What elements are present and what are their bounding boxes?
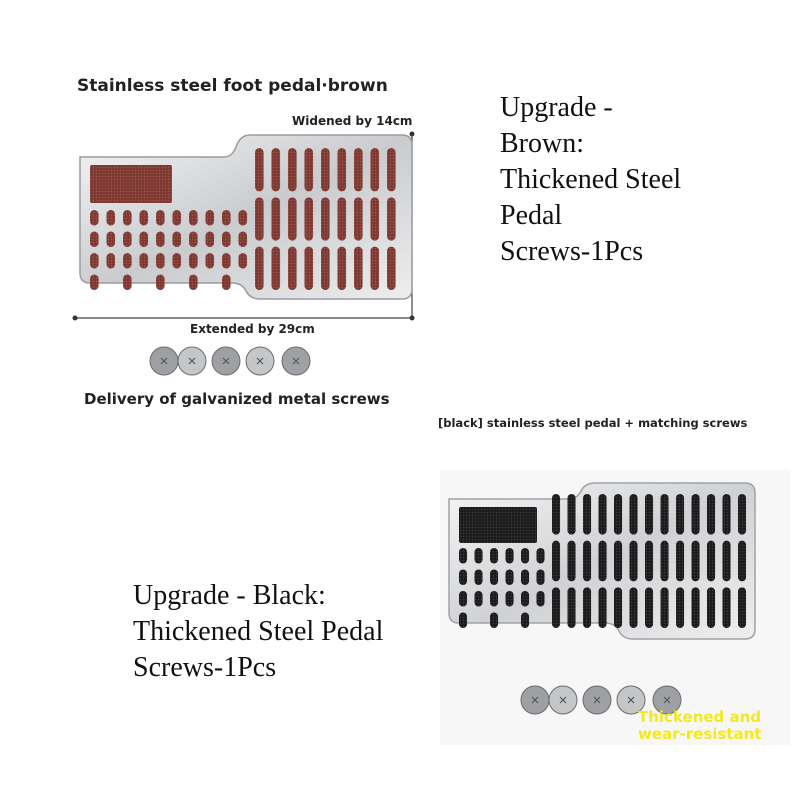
pedal-slot: [189, 210, 198, 226]
pedal-slot: [723, 494, 731, 535]
pedal-slot: [583, 494, 591, 535]
pedal-slot: [537, 570, 545, 586]
pedal-slot: [490, 570, 498, 586]
pedal-slot: [173, 210, 182, 226]
pedal-slot: [156, 210, 165, 226]
pedal-slot: [537, 591, 545, 607]
pedal-slot: [738, 541, 746, 582]
pedal-slot: [206, 253, 215, 269]
pedal-slot: [552, 587, 560, 628]
pedal-slot: [156, 275, 165, 291]
pedal-slot: [506, 591, 514, 607]
pedal-slot: [568, 587, 576, 628]
pedal-slot: [387, 197, 396, 240]
pedal-slot: [288, 247, 297, 290]
brown-pedal-title: Stainless steel foot pedal·brown: [77, 76, 388, 96]
pedal-slot: [475, 570, 483, 586]
pedal-slot: [707, 494, 715, 535]
pedal-slot: [599, 541, 607, 582]
brown-desc-line: Brown:: [500, 128, 584, 159]
pedal-slot: [568, 494, 576, 535]
pedal-slot: [552, 541, 560, 582]
pedal-slot: [338, 197, 347, 240]
galvanized-screws-image: [146, 343, 326, 383]
pedal-slot: [459, 613, 467, 629]
pedal-slot: [371, 197, 380, 240]
pedal-slot: [661, 587, 669, 628]
pedal-slot: [239, 232, 248, 248]
pedal-slot: [354, 148, 363, 191]
pedal-slot: [676, 587, 684, 628]
pedal-slot: [490, 548, 498, 564]
pedal-slot: [387, 148, 396, 191]
pedal-slot: [537, 548, 545, 564]
pedal-slot: [490, 591, 498, 607]
pedal-slot: [272, 148, 281, 191]
pedal-slot: [738, 494, 746, 535]
pedal-slot: [630, 587, 638, 628]
badge-line: wear-resistant: [638, 725, 762, 743]
pedal-slot: [614, 494, 622, 535]
pedal-slot: [288, 197, 297, 240]
pedal-slot: [255, 247, 264, 290]
pedal-slot: [206, 210, 215, 226]
pedal-slot: [189, 232, 198, 248]
pedal-slot: [206, 232, 215, 248]
pedal-slot: [676, 541, 684, 582]
pedal-slot: [387, 247, 396, 290]
pedal-slot: [475, 591, 483, 607]
pedal-slot: [173, 232, 182, 248]
pedal-slot: [123, 275, 132, 291]
pedal-slot: [676, 494, 684, 535]
pedal-slot: [738, 587, 746, 628]
pedal-slot: [630, 541, 638, 582]
pedal-slot: [583, 541, 591, 582]
pedal-slot: [521, 548, 529, 564]
pedal-slot: [371, 148, 380, 191]
widened-dimension-label: Widened by 14cm: [292, 114, 413, 128]
pedal-slot: [723, 587, 731, 628]
pedal-slot: [272, 197, 281, 240]
pedal-slot: [90, 253, 99, 269]
pedal-slot: [107, 210, 116, 226]
pedal-slot: [156, 253, 165, 269]
pedal-slot: [645, 541, 653, 582]
pedal-slot: [321, 148, 330, 191]
pedal-slot: [305, 197, 314, 240]
pedal-slot: [140, 232, 149, 248]
pedal-slot: [90, 275, 99, 291]
pedal-slot: [459, 591, 467, 607]
pedal-slot: [723, 541, 731, 582]
logo-plate: [90, 165, 172, 203]
pedal-slot: [692, 587, 700, 628]
pedal-slot: [568, 541, 576, 582]
brown-desc-line: Pedal: [500, 200, 563, 231]
pedal-slot: [661, 494, 669, 535]
pedal-slot: [305, 148, 314, 191]
pedal-slot: [521, 591, 529, 607]
pedal-slot: [123, 232, 132, 248]
pedal-slot: [239, 210, 248, 226]
pedal-slot: [140, 253, 149, 269]
pedal-slot: [321, 247, 330, 290]
badge-line: Thickened and: [638, 708, 762, 726]
pedal-slot: [156, 232, 165, 248]
logo-plate: [459, 507, 537, 543]
pedal-slot: [222, 232, 231, 248]
pedal-slot: [189, 275, 198, 291]
delivery-screws-label: Delivery of galvanized metal screws: [84, 390, 390, 408]
pedal-slot: [599, 494, 607, 535]
pedal-slot: [140, 210, 149, 226]
pedal-slot: [222, 275, 231, 291]
pedal-slot: [255, 197, 264, 240]
pedal-slot: [506, 548, 514, 564]
pedal-slot: [692, 494, 700, 535]
pedal-slot: [506, 570, 514, 586]
black-upgrade-description: [133, 578, 443, 686]
pedal-slot: [222, 253, 231, 269]
pedal-slot: [338, 247, 347, 290]
pedal-slot: [371, 247, 380, 290]
pedal-slot: [459, 548, 467, 564]
pedal-slot: [614, 541, 622, 582]
pedal-slot: [707, 587, 715, 628]
pedal-slot: [123, 210, 132, 226]
extended-dimension-label: Extended by 29cm: [190, 322, 315, 336]
pedal-slot: [90, 232, 99, 248]
pedal-slot: [288, 148, 297, 191]
pedal-slot: [645, 494, 653, 535]
pedal-slot: [255, 148, 264, 191]
pedal-slot: [599, 587, 607, 628]
pedal-slot: [354, 197, 363, 240]
pedal-slot: [692, 541, 700, 582]
pedal-slot: [239, 253, 248, 269]
black-desc-line: Thickened Steel Pedal: [133, 616, 384, 647]
pedal-slot: [707, 541, 715, 582]
brown-desc-line: Screws-1Pcs: [500, 236, 644, 267]
pedal-slot: [107, 232, 116, 248]
pedal-slot: [321, 197, 330, 240]
black-pedal-image: [447, 481, 757, 641]
pedal-slot: [521, 613, 529, 629]
black-desc-line: Upgrade - Black:: [133, 580, 326, 611]
black-pedal-caption: [black] stainless steel pedal + matching screws: [438, 416, 748, 430]
pedal-slot: [583, 587, 591, 628]
brown-upgrade-description: [500, 90, 780, 270]
pedal-slot: [189, 253, 198, 269]
black-desc-line: Screws-1Pcs: [133, 652, 277, 683]
pedal-slot: [173, 253, 182, 269]
pedal-slot: [272, 247, 281, 290]
pedal-slot: [90, 210, 99, 226]
pedal-slot: [521, 570, 529, 586]
pedal-slot: [552, 494, 560, 535]
wear-resistant-badge: [638, 709, 762, 743]
pedal-slot: [123, 253, 132, 269]
pedal-slot: [305, 247, 314, 290]
brown-desc-line: Thickened Steel: [500, 164, 682, 195]
pedal-slot: [661, 541, 669, 582]
pedal-slot: [645, 587, 653, 628]
brown-pedal-image: [74, 133, 414, 303]
brown-desc-line: Upgrade -: [500, 92, 613, 123]
pedal-slot: [107, 253, 116, 269]
pedal-slot: [614, 587, 622, 628]
pedal-slot: [459, 570, 467, 586]
pedal-slot: [630, 494, 638, 535]
pedal-slot: [475, 548, 483, 564]
pedal-slot: [490, 613, 498, 629]
pedal-slot: [222, 210, 231, 226]
pedal-slot: [338, 148, 347, 191]
pedal-slot: [354, 247, 363, 290]
